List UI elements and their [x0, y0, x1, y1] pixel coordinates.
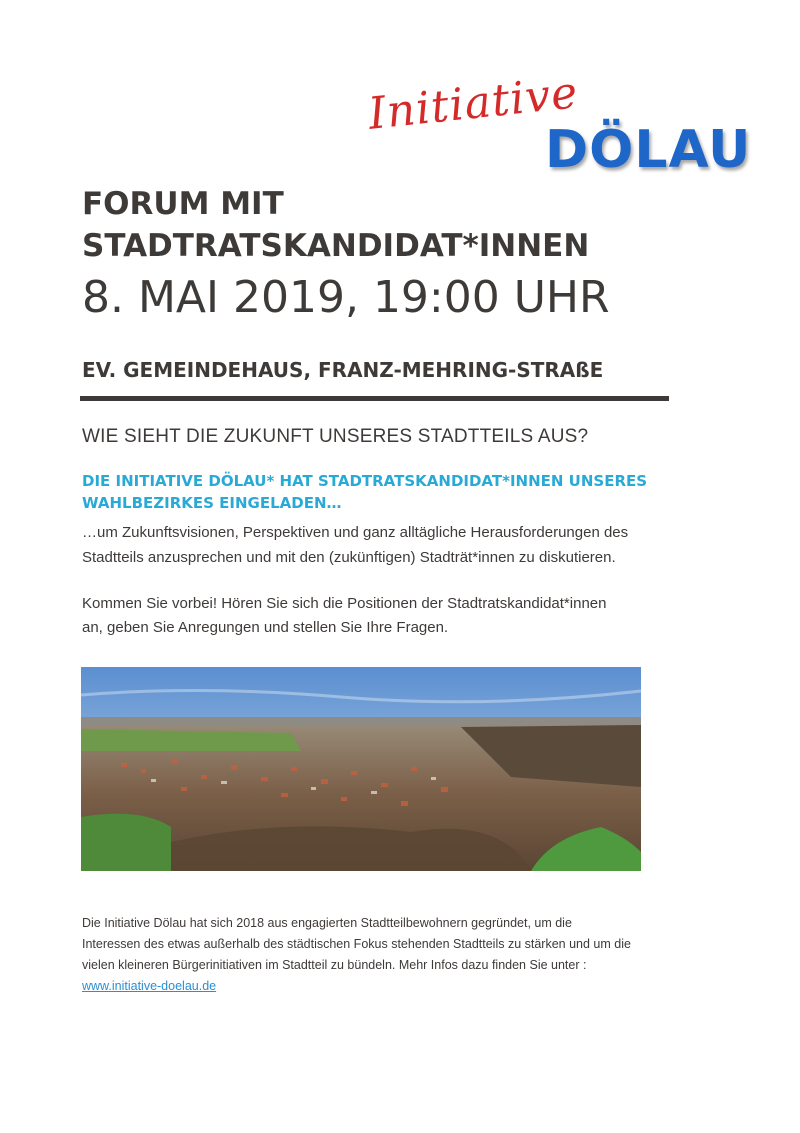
- logo-main-text: DÖLAU: [545, 120, 752, 180]
- title-line-2: STADTRATSKANDIDAT*INNEN: [82, 228, 590, 264]
- invitation-line-2: WAHLBEZIRKES EINGELADEN…: [82, 494, 342, 512]
- event-date: 8. MAI 2019, 19:00 UHR: [82, 272, 610, 323]
- paragraph-purpose-line-2: Stadtteils anzusprechen und mit den (zukünftigen) Stadträt*innen zu diskutieren.: [82, 549, 616, 566]
- paragraph-call-to-action: [82, 592, 662, 640]
- event-location: EV. GEMEINDEHAUS, FRANZ-MEHRING-STRAßE: [82, 358, 604, 382]
- aerial-town-photo: [81, 667, 641, 871]
- footer-note: [82, 913, 682, 997]
- initiative-doelau-logo: [360, 67, 760, 183]
- website-link[interactable]: www.initiative-doelau.de: [82, 979, 217, 993]
- footer-line-2: Interessen des etwas außerhalb des städtischen Fokus stehenden Stadtteils zu stärken und um die: [82, 937, 631, 951]
- title-line-1: FORUM MIT: [82, 186, 284, 222]
- invitation-line-1: DIE INITIATIVE DÖLAU* HAT STADTRATSKANDIDAT*INNEN UNSERES: [82, 472, 648, 490]
- paragraph-purpose: [82, 520, 682, 570]
- logo-script-text: Initiative: [365, 67, 581, 140]
- divider: [80, 396, 669, 401]
- footer-line-3: vielen kleineren Bürgerinitiativen im Stadtteil zu bündeln. Mehr Infos dazu finden Sie unter :: [82, 958, 587, 972]
- invitation-heading: [82, 470, 682, 514]
- paragraph-cta-line-2: an, geben Sie Anregungen und stellen Sie Ihre Fragen.: [82, 619, 449, 636]
- section-question: WIE SIEHT DIE ZUKUNFT UNSERES STADTTEILS AUS?: [82, 426, 589, 447]
- paragraph-purpose-line-1: …um Zukunftsvisionen, Perspektiven und ganz alltägliche Herausforderungen des: [82, 524, 629, 541]
- page-title: [82, 183, 589, 267]
- paragraph-cta-line-1: Kommen Sie vorbei! Hören Sie sich die Positionen der Stadtratskandidat*innen: [82, 595, 607, 612]
- footer-line-1: Die Initiative Dölau hat sich 2018 aus engagierten Stadtteilbewohnern gegründet, um die: [82, 916, 572, 930]
